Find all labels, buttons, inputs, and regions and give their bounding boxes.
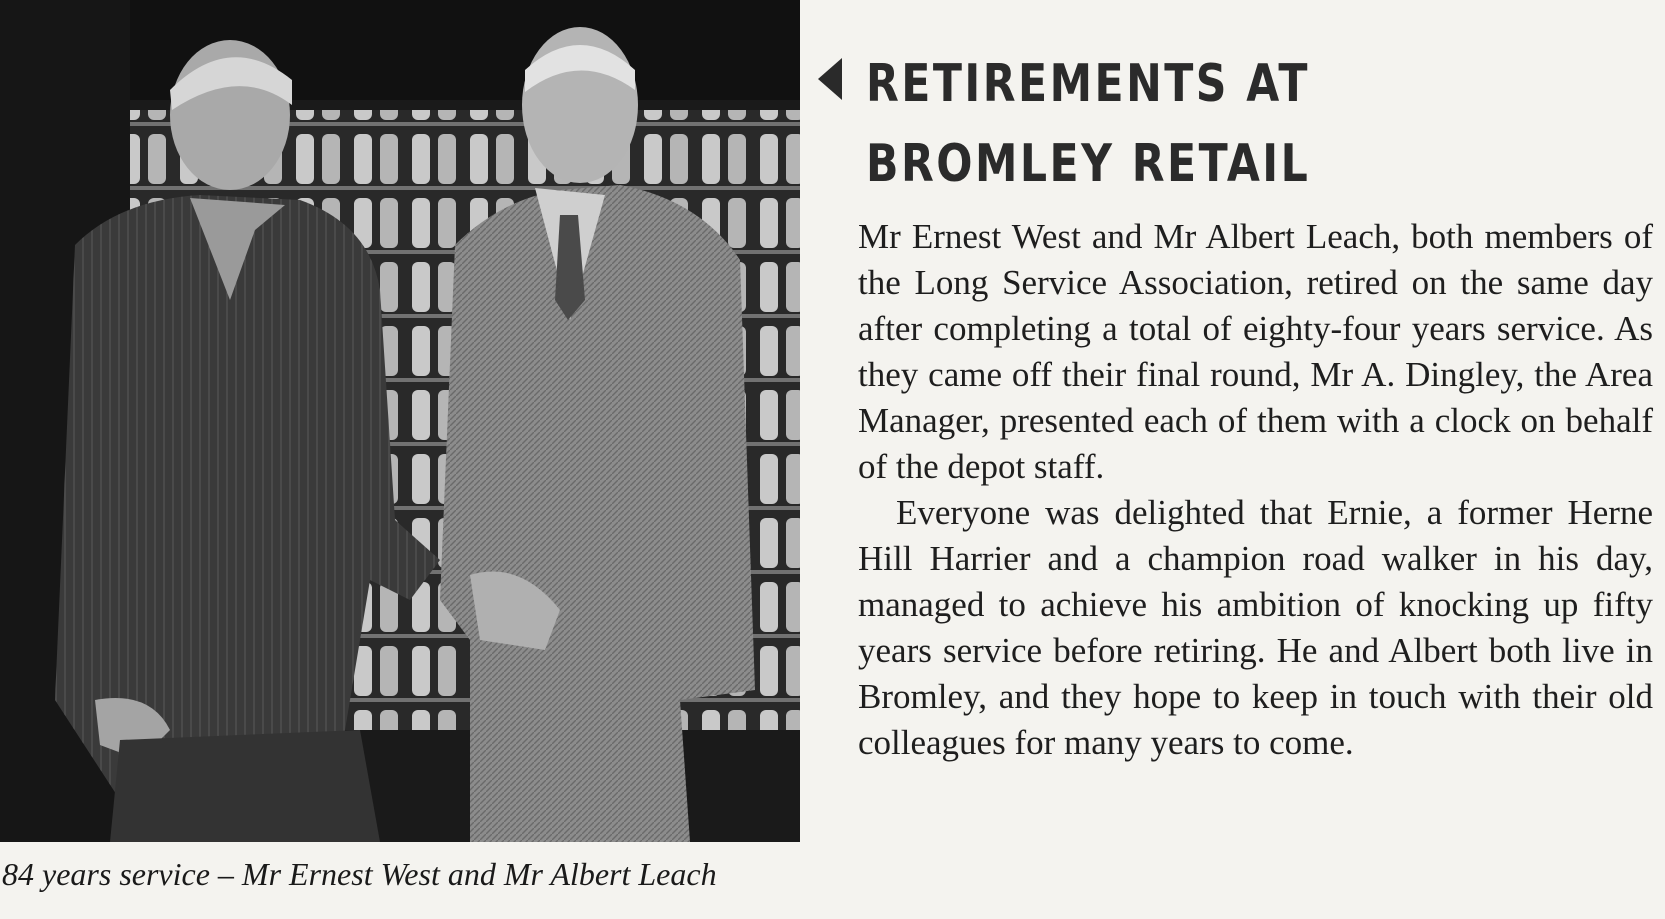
article-paragraph: Mr Ernest West and Mr Albert Leach, both members of the Long Service Association, retired on the same day after completing a total of eighty-four years service. As they came off their final round, Mr A. Dingley, the Area Manager, presented each of them with a clock on behalf of the depot staff. — [858, 217, 1653, 486]
retirement-photo — [0, 0, 800, 842]
article-body — [858, 214, 1653, 766]
arrow-left-icon — [818, 58, 842, 100]
article-paragraph: Everyone was delighted that Ernie, a former Herne Hill Harrier and a champion road walker in his day, managed to achieve his ambition of knocking up fifty years service before retiring. He and Albert both live in Bromley, and they hope to keep in touch with their old colleagues for many years to come. — [858, 493, 1653, 762]
headline: RETIREMENTS AT BROMLEY RETAIL — [866, 54, 1311, 194]
headline-block — [818, 44, 1618, 204]
photo-caption: 84 years service – Mr Ernest West and Mr Albert Leach — [2, 856, 717, 892]
